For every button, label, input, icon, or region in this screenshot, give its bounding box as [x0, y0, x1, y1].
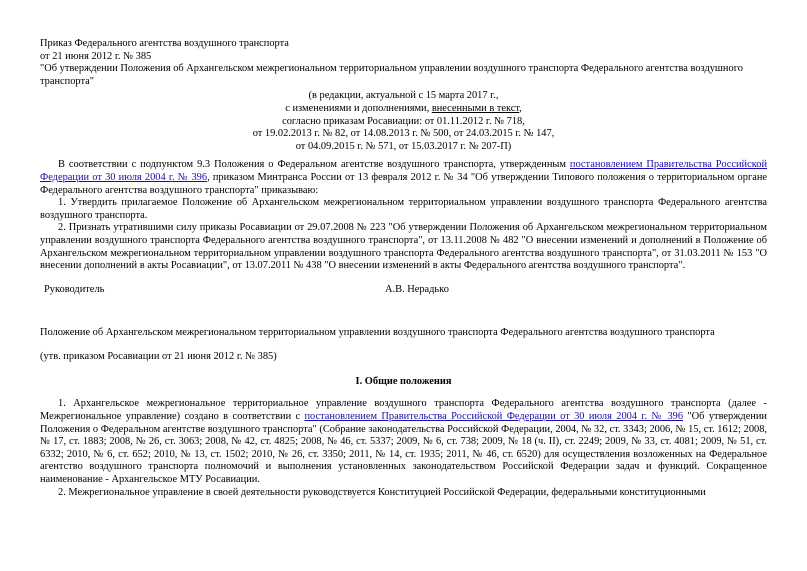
amendments-link[interactable]: внесенными в текст [431, 102, 520, 114]
edition-line-4: от 19.02.2013 г. № 82, от 14.08.2013 г. № 500, от 24.03.2015 г. № 147, [252, 128, 555, 140]
general-paragraph-2: 2. Межрегиональное управление в своей деятельности руководствуется Конституцией Российской Федерации, федеральными конституционными [58, 486, 706, 498]
order-item-1: 1. Утвердить прилагаемое Положение об Архангельском межрегиональном территориальном управлении воздушного транспорта Федерального агентства воздушного транспорта. [40, 197, 767, 221]
edition-line-1: (в редакции, актуальной с 15 марта 2017 г., [308, 90, 499, 102]
edition-note [40, 90, 767, 153]
preamble-text-pre: В соответствии с подпунктом 9.3 Положения о Федеральном агентстве воздушного транспорта, утвержденным [58, 159, 570, 171]
general-p1-post: "Об утверждении Положения о Федеральном агентстве воздушного транспорта" (Собрание законодательства Российской Федерации, 2004, № 32, ст. 3343; 2006, № 15, ст. 1612; 2008, № 17, ст. 1883; 2008, № 26, ст. 3063; 2008, № 42, ст. 4825; 2008, № 46, ст. 5337; 2009, № 6, ст. 738; 2009, № 18 (ч. II), ст. 2249; 2009, № 33, ст. 4081; 2009, № 51, ст. 6332; 2010, № 6, ст. 652; 2010, № 13, ст. 1502; 2010, № 26, ст. 3350; 2011, № 14, ст. 1935; 2011, № 46, ст. 6520) для осуществления возложенных на Федеральное агентство воздушного транспорта полномочий и выполнения установленных законодательством Российской Федерации задач и функций. Сокращенное наименование - Архангельское МТУ Росавиации. [40, 411, 767, 486]
edition-line-2 [40, 103, 767, 116]
signature-name: А.В. Нерадько [385, 283, 449, 295]
edition-line-5: от 04.09.2015 г. № 571, от 15.03.2017 г. № 207-П) [295, 140, 512, 152]
edition-line-2-prefix: с изменениями и дополнениями, [285, 102, 432, 114]
order-title: "Об утверждении Положения об Архангельском межрегиональном территориальном управлении воздушного транспорта Федерального агентства воздушного транспорта" [40, 63, 743, 87]
signature-block [40, 284, 767, 297]
regulation-approval-note: (утв. приказом Росавиации от 21 июня 2012 г. № 385) [40, 351, 277, 363]
edition-line-2-suffix: , [519, 102, 522, 114]
document-body [40, 38, 767, 499]
government-decree-link-2[interactable]: постановлением Правительства Российской Федерации от 30 июля 2004 г. № 396 [304, 411, 684, 423]
regulation-title: Положение об Архангельском межрегиональном территориальном управлении воздушного транспорта Федерального агентства воздушного транспорта [40, 326, 715, 338]
general-paragraph-1 [40, 398, 767, 486]
order-issuer: Приказ Федерального агентства воздушного транспорта [40, 38, 289, 49]
signature-role: Руководитель [44, 283, 105, 295]
order-item-2: 2. Признать утратившими силу приказы Росавиации от 29.07.2008 № 223 "Об утверждении Положения об Архангельском межрегиональном территориальном управлении воздушного транспорта Федерального агентства воздушного транспорта", от 13.11.2008 № 482 "О внесении изменений и дополнений в Положение об Архангельском межрегиональном территориальном управлении воздушного транспорта Федерального агентства воздушного транспорта", от 31.03.2011 № 153 "О внесении дополнений в акты Росавиации", от 13.07.2011 № 438 "О внесении изменений в акты Федерального агентства воздушного транспорта". [40, 222, 767, 272]
order-date-number: от 21 июня 2012 г. № 385 [40, 50, 152, 62]
preamble-text-post: , приказом Минтранса России от 13 февраля 2012 г. № 34 "Об утверждении Типового положения о территориальном органе Федерального агентства воздушного транспорта" приказываю: [40, 171, 767, 196]
general-p1-pre: 1. Архангельское межрегиональное территориальное управление воздушного транспорта Федерального агентства воздушного транспорта (далее - Межрегиональное управление) создано в соответствии с [40, 398, 767, 423]
section-heading-general: I. Общие положения [355, 375, 452, 387]
edition-line-3: согласно приказам Росавиации: от 01.11.2012 г. № 718, [282, 115, 525, 127]
government-decree-link[interactable]: постановлением Правительства Российской Федерации от 30 июля 2004 г. № 396 [40, 159, 768, 183]
order-header [40, 38, 767, 63]
preamble-paragraph [40, 159, 767, 197]
